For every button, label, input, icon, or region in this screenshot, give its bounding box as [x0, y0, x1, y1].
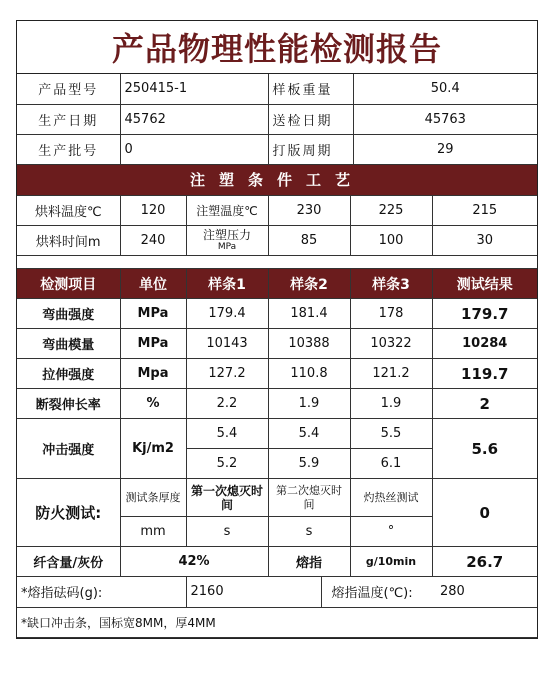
tensile-result: 119.7 — [432, 359, 537, 389]
report-title: 产品物理性能检测报告 — [17, 21, 537, 74]
fiber-label: 纤含量/灰份 — [17, 547, 120, 577]
impact-r2-s2: 5.9 — [268, 449, 350, 479]
elongation-unit: % — [120, 389, 186, 419]
second-extinguish-label: 第二次熄灭时间 — [268, 479, 350, 517]
impact-r2-s1: 5.2 — [186, 449, 268, 479]
send-date-label: 送检日期 — [268, 104, 353, 134]
inj-temp-1: 230 — [268, 196, 350, 226]
dry-time-value: 240 — [120, 226, 186, 256]
impact-unit: Kj/m2 — [120, 419, 186, 479]
flex-strength-s1: 179.4 — [186, 299, 268, 329]
injection-banner: 注塑条件工艺 — [17, 165, 537, 196]
flex-strength-result: 179.7 — [432, 299, 537, 329]
elongation-result: 2 — [432, 389, 537, 419]
elongation-label: 断裂伸长率 — [17, 389, 120, 419]
header-result: 测试结果 — [432, 269, 537, 299]
first-extinguish-unit: s — [186, 517, 268, 547]
tensile-label: 拉伸强度 — [17, 359, 120, 389]
inj-pressure-2: 100 — [350, 226, 432, 256]
prod-date-label: 生产日期 — [17, 104, 120, 134]
melt-label: 熔指 — [268, 547, 350, 577]
flex-strength-s3: 178 — [350, 299, 432, 329]
batch-label: 生产批号 — [17, 134, 120, 164]
cycle-label: 打版周期 — [268, 134, 353, 164]
flex-strength-label: 弯曲强度 — [17, 299, 120, 329]
flex-modulus-label: 弯曲模量 — [17, 329, 120, 359]
tensile-s2: 110.8 — [268, 359, 350, 389]
inj-pressure-unit: MPa — [217, 242, 237, 252]
melt-temp-label: 熔指温度(℃): — [321, 577, 436, 607]
flex-strength-s2: 181.4 — [268, 299, 350, 329]
header-item: 检测项目 — [17, 269, 120, 299]
inj-temp-2: 225 — [350, 196, 432, 226]
impact-r1-s2: 5.4 — [268, 419, 350, 449]
header-sample1: 样条1 — [186, 269, 268, 299]
batch-value: 0 — [120, 134, 268, 164]
flex-modulus-s1: 10143 — [186, 329, 268, 359]
flex-modulus-unit: MPa — [120, 329, 186, 359]
main-table — [17, 165, 537, 578]
prod-date-value: 45762 — [120, 104, 268, 134]
melt-value: 26.7 — [432, 547, 537, 577]
impact-r1-s1: 5.4 — [186, 419, 268, 449]
melt-temp-value: 280 — [436, 577, 537, 607]
header-sample2: 样条2 — [268, 269, 350, 299]
fiber-value: 42% — [120, 547, 268, 577]
thickness-unit: mm — [120, 517, 186, 547]
weight-label: 样板重量 — [268, 74, 353, 104]
dry-temp-value: 120 — [120, 196, 186, 226]
dry-time-label: 烘料时间m — [17, 226, 120, 256]
note: *缺口冲击条，国标宽8MM，厚4MM — [17, 607, 537, 637]
send-date-value: 45763 — [353, 104, 537, 134]
first-extinguish-label: 第一次熄灭时间 — [186, 479, 268, 517]
info-table — [17, 74, 537, 165]
melt-weight-label: *熔指砝码(g): — [17, 577, 186, 607]
inj-temp-3: 215 — [432, 196, 537, 226]
flex-modulus-result: 10284 — [432, 329, 537, 359]
inj-pressure-1: 85 — [268, 226, 350, 256]
elongation-s3: 1.9 — [350, 389, 432, 419]
melt-weight-value: 2160 — [186, 577, 321, 607]
melt-weight-table — [17, 577, 537, 638]
cycle-value: 29 — [353, 134, 537, 164]
glow-wire-unit: ° — [350, 517, 432, 547]
header-sample3: 样条3 — [350, 269, 432, 299]
impact-label: 冲击强度 — [17, 419, 120, 479]
dry-temp-label: 烘料温度℃ — [17, 196, 120, 226]
fire-result: 0 — [432, 479, 537, 547]
inj-pressure-label: 注塑压力 — [202, 228, 251, 242]
impact-r2-s3: 6.1 — [350, 449, 432, 479]
second-extinguish-unit: s — [268, 517, 350, 547]
report-sheet — [16, 20, 538, 639]
model-label: 产品型号 — [17, 74, 120, 104]
fire-label: 防火测试: — [17, 479, 120, 547]
melt-unit: g/10min — [350, 547, 432, 577]
header-unit: 单位 — [120, 269, 186, 299]
elongation-s2: 1.9 — [268, 389, 350, 419]
tensile-s3: 121.2 — [350, 359, 432, 389]
inj-temp-label: 注塑温度℃ — [186, 196, 268, 226]
weight-value: 50.4 — [353, 74, 537, 104]
inj-pressure-cell — [186, 226, 268, 256]
model-value: 250415-1 — [120, 74, 268, 104]
flex-modulus-s3: 10322 — [350, 329, 432, 359]
glow-wire-label: 灼热丝测试 — [350, 479, 432, 517]
flex-modulus-s2: 10388 — [268, 329, 350, 359]
tensile-unit: Mpa — [120, 359, 186, 389]
flex-strength-unit: MPa — [120, 299, 186, 329]
impact-result: 5.6 — [432, 419, 537, 479]
spacer-row — [17, 256, 537, 269]
impact-r1-s3: 5.5 — [350, 419, 432, 449]
elongation-s1: 2.2 — [186, 389, 268, 419]
inj-pressure-3: 30 — [432, 226, 537, 256]
tensile-s1: 127.2 — [186, 359, 268, 389]
thickness-label: 测试条厚度 — [120, 479, 186, 517]
